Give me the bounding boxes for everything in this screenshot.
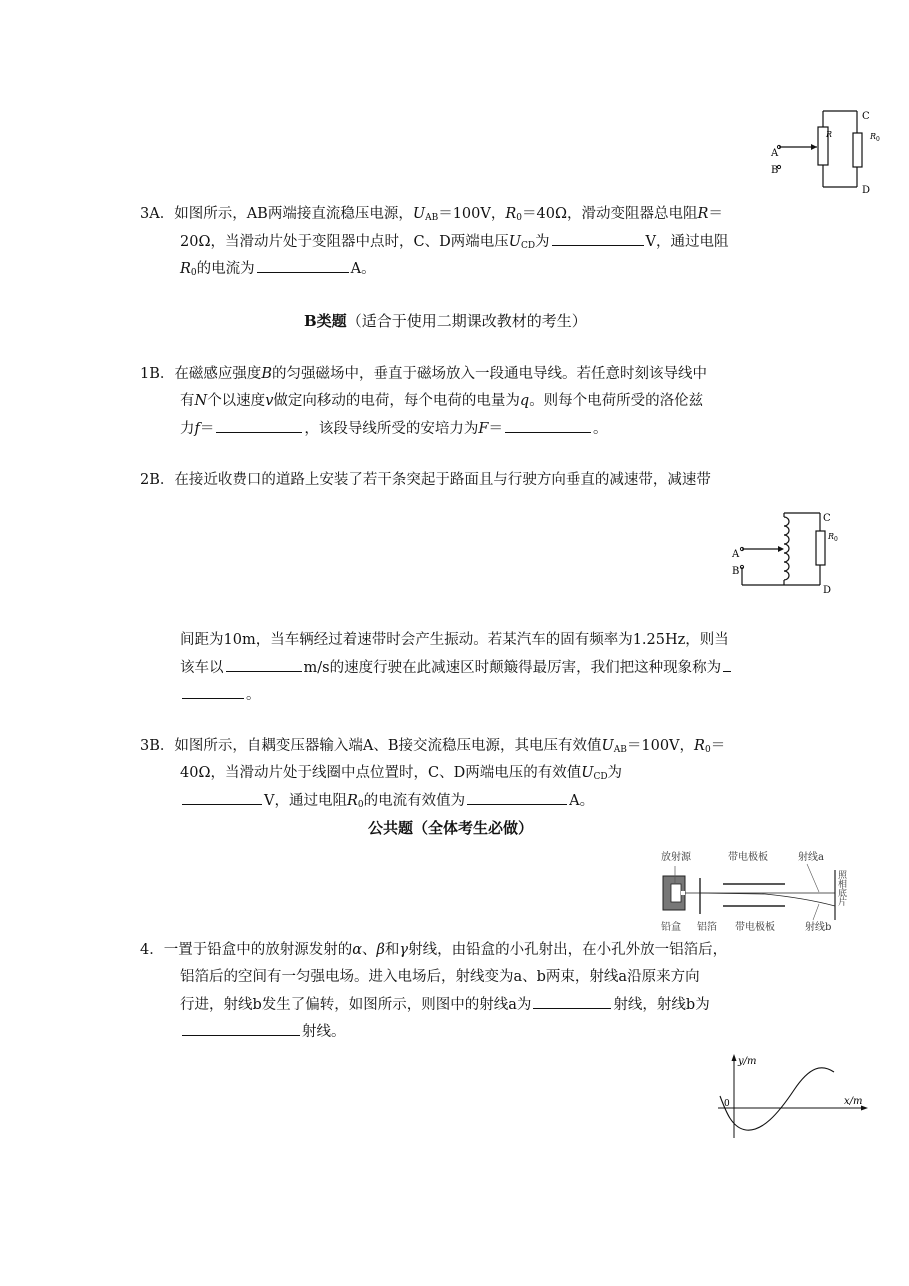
wave-curve [720,1068,834,1130]
coil-symbol [784,517,789,580]
label-r0: $R_0$ [828,532,838,543]
q2b-line-1: 2B．在接近收费口的道路上安装了若干条突起于路面且与行驶方向垂直的减速带，减速带 [140,472,711,488]
label-plate-bottom: 带电极板 [735,922,775,933]
q3a-line-3: $R_0$的电流为 A。 [180,258,376,283]
wave-graph [712,1050,872,1140]
answer-blank-current-rms[interactable] [467,790,567,805]
section-public-heading: 公共题（全体考生必做） [368,819,534,837]
circuit-diagram-autotransformer [728,505,850,597]
label-ray-b: 射线b [805,922,832,933]
q4-line-1: 4．一置于铅盒中的放射源发射的α、β和γ射线，由铅盒的小孔射出，在小孔外放一铝箔后， [140,942,728,958]
answer-blank-speed[interactable] [226,657,302,672]
q3b-line-1: 3B．如图所示，自耦变压器输入端A、B接交流稳压电源，其电压有效值$U_{AB}=100V$，$R_0=$ [140,738,726,755]
label-ray-a: 射线a [798,852,824,863]
x-axis-label: x/m [844,1096,863,1107]
label-source: 放射源 [661,852,691,863]
label-lead-box: 铅盒 [661,922,681,933]
label-foil: 铝箔 [697,922,717,933]
answer-blank-current[interactable] [257,258,349,273]
q3a-line-1: 3A．如图所示，AB两端接直流稳压电源，$U_{AB}=100V$，$R_0=40\Omega$，滑动变阻器总电阻R＝ [140,206,723,223]
label-plate-top: 带电极板 [728,852,768,863]
q4-line-4: 射线。 [180,1021,346,1042]
answer-blank-ray-b[interactable] [182,1021,300,1036]
answer-blank-ray-a[interactable] [533,994,611,1009]
y-axis-label: y/m [738,1056,757,1067]
resistor-r0-symbol [816,531,825,565]
label-a: A [732,549,740,560]
section-b-heading: B类题（适合于使用二期课改教材的考生） [304,312,587,330]
answer-blank-ampere[interactable] [505,418,591,433]
q2b-line-4: 。 [180,684,261,705]
label-d: D [862,185,871,196]
label-c: C [862,111,870,122]
circuit-diagram-rheostat [765,105,890,200]
label-screen: 照相底片 [836,870,846,906]
q3a-line-2: 20Ω，当滑动片处于变阻器中点时，C、D两端电压$U_{CD}$为 V，通过电阻 [180,231,729,256]
label-d: D [823,585,832,596]
q4-line-3: 行进，射线b发生了偏转，如图所示，则图中的射线a为 射线，射线b为 [180,994,710,1015]
resistor-r0-symbol [853,133,862,167]
radiation-deflection-diagram [655,848,850,936]
answer-blank-phenomenon-cont[interactable] [182,684,244,699]
q3b-line-3: V，通过电阻$R_0$的电流有效值为 A。 [180,790,594,815]
answer-blank-ucd[interactable] [552,231,644,246]
q1b-line-1: 1B．在磁感应强度B的匀强磁场中，垂直于磁场放入一段通电导线。若任意时刻该导线中 [140,366,708,382]
q2b-line-2: 间距为10m，当车辆经过着速带时会产生振动。若某汽车的固有频率为1.25Hz，则当 [180,632,729,648]
label-a: A [771,148,779,159]
label-b: B [732,566,740,577]
answer-blank-phenomenon[interactable] [723,657,731,672]
lead-box [663,876,685,910]
q4-line-2: 铝箔后的空间有一匀强电场。进入电场后，射线变为a、b两束，射线a沿原来方向 [180,969,700,985]
q1b-line-2: 有N个以速度v做定向移动的电荷，每个电荷的电量为q。则每个电荷所受的洛伦兹 [180,393,704,409]
label-b: B [771,165,779,176]
origin-label: 0 [724,1099,730,1109]
q1b-line-3: 力f＝ ，该段导线所受的安培力为F＝ 。 [180,418,607,439]
label-r: R [826,130,833,139]
label-c: C [823,513,831,524]
q2b-line-3: 该车以 m/s的速度行驶在此减速区时颠簸得最厉害，我们把这种现象称为 [180,657,733,678]
answer-blank-lorentz[interactable] [216,418,302,433]
answer-blank-ucd-rms[interactable] [182,790,262,805]
ray-b-line [700,893,835,906]
q3b-line-2: 40Ω，当滑动片处于线圈中点位置时，C、D两端电压的有效值$U_{CD}$为 [180,765,623,782]
label-r0: $R_0$ [870,132,880,143]
